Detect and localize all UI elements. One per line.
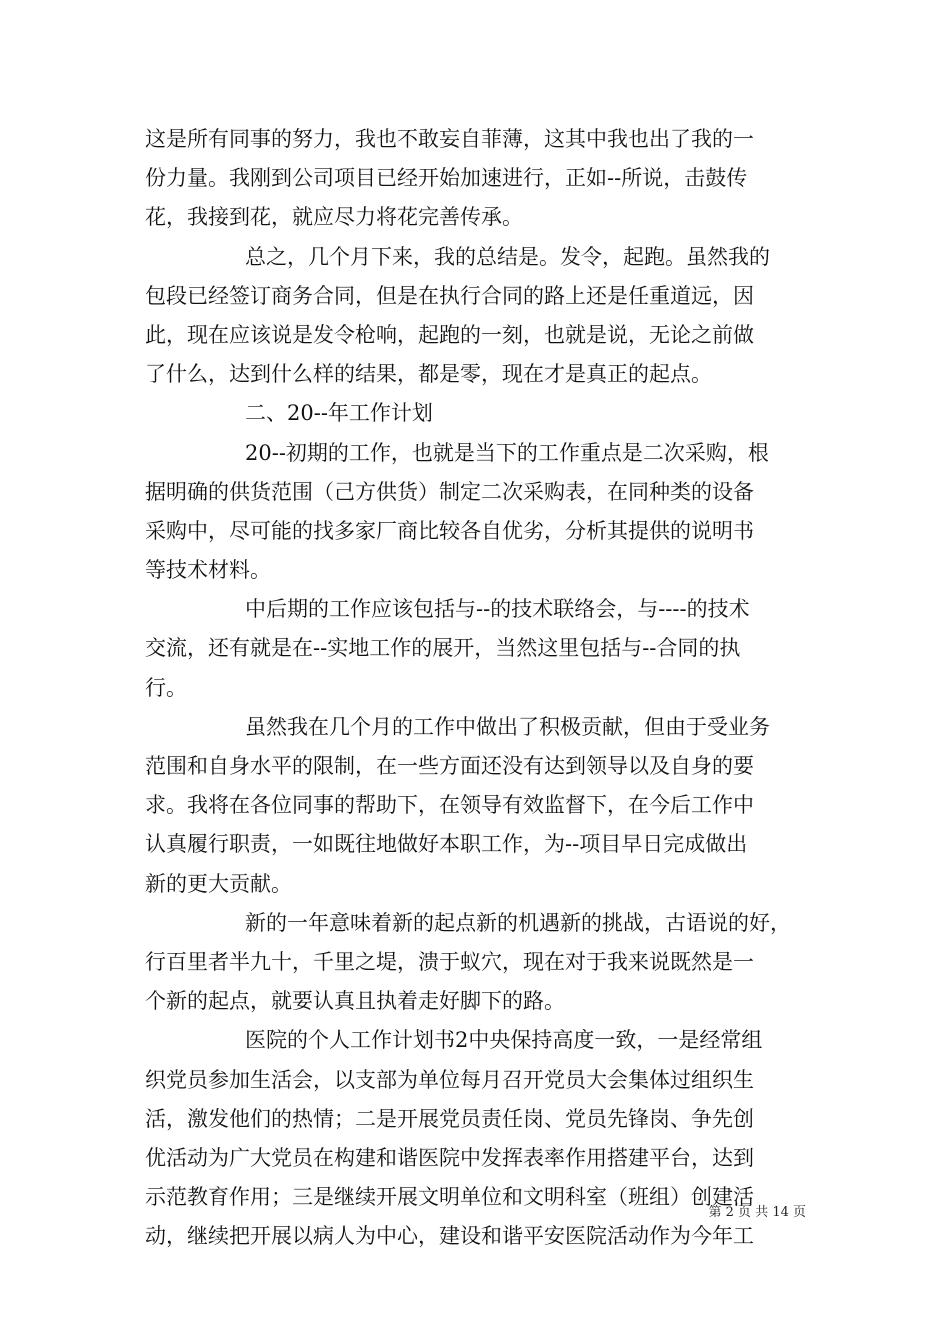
text-line: 行百里者半九十，千里之堤，溃于蚁穴，现在对于我来说既然是一 [145,949,754,974]
text-line: 这是所有同事的努力，我也不敢妄自菲薄，这其中我也出了我的一 [145,127,754,151]
text-line: 中后期的工作应该包括与--的技术联络会，与----的技术 [245,597,750,622]
text-line: 据明确的供货范围（己方供货）制定二次采购表，在同种类的设备 [145,479,754,504]
text-line: 虽然我在几个月的工作中做出了积极贡献，但由于受业务 [245,714,770,739]
text-line: 20--初期的工作，也就是当下的工作重点是二次采购，根 [245,440,769,465]
text-line: 交流，还有就是在--实地工作的展开，当然这里包括与--合同的执 [145,636,741,661]
text-line: 总之，几个月下来，我的总结是。发令，起跑。虽然我的 [245,244,770,269]
text-line: 求。我将在各位同事的帮助下，在领导有效监督下，在今后工作中 [145,793,754,818]
text-line: 优活动为广大党员在构建和谐医院中发挥表率作用搭建平台，达到 [145,1145,754,1170]
text-line: 采购中，尽可能的找多家厂商比较各自优劣，分析其提供的说明书 [145,518,754,543]
text-line: 个新的起点，就要认真且执着走好脚下的路。 [145,989,565,1014]
text-line: 动，继续把开展以病人为中心，建设和谐平安医院活动作为今年工 [145,1224,754,1249]
document-body [145,120,809,1256]
text-line: 医院的个人工作计划书2中央保持高度一致，一是经常组 [245,1028,763,1053]
text-line: 花，我接到花，就应尽力将花完善传承。 [145,205,523,230]
text-line: 新的更大贡献。 [145,871,292,896]
text-line: 活，激发他们的热情；二是开展党员责任岗、党员先锋岗、争先创 [145,1106,754,1131]
text-line: 了什么，达到什么样的结果，都是零，现在才是真正的起点。 [145,362,712,387]
text-line: 范围和自身水平的限制，在一些方面还没有达到领导以及自身的要 [145,754,754,778]
page-number-footer: 第 2 页 共 14 页 [708,1205,806,1220]
text-line: 此，现在应该说是发令枪响，起跑的一刻，也就是说，无论之前做 [145,322,754,347]
text-line: 认真履行职责，一如既往地做好本职工作，为--项目早日完成做出 [145,832,748,857]
text-line: 等技术材料。 [145,558,271,583]
text-line: 二、20--年工作计划 [245,401,433,426]
text-line: 示范教育作用；三是继续开展文明单位和文明科室（班组）创建活 [145,1185,754,1210]
text-line: 新的一年意味着新的起点新的机遇新的挑战，古语说的好， [245,910,791,935]
text-line: 织党员参加生活会，以支部为单位每月召开党员大会集体过组织生 [145,1067,754,1092]
text-line: 份力量。我刚到公司项目已经开始加速进行，正如--所说，击鼓传 [145,166,748,191]
text-line: 包段已经签订商务合同，但是在执行合同的路上还是任重道远，因 [145,283,754,308]
text-line: 行。 [145,675,187,700]
